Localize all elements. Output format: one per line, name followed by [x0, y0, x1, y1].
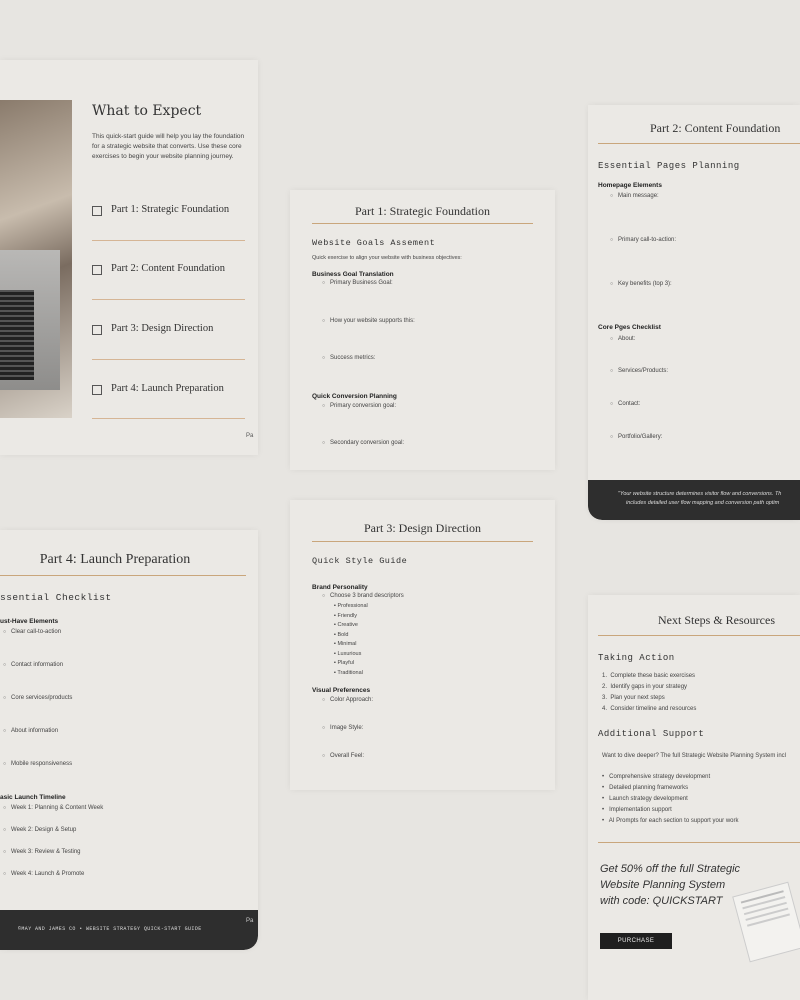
- list-item: • Launch strategy development: [602, 796, 688, 802]
- page-title: What to Expect: [92, 103, 202, 119]
- section-heading: ssential Checklist: [0, 592, 112, 603]
- quote-footer: [588, 480, 800, 520]
- page-next-steps: [588, 595, 800, 1000]
- list-item: • AI Prompts for each section to support your work: [602, 818, 739, 824]
- list-item: ○ Portfolio/Gallery:: [610, 434, 662, 440]
- document-thumbnail: [732, 882, 800, 963]
- list-item: ○ Week 2: Design & Setup: [3, 827, 76, 833]
- list-item: ○ Main message:: [610, 193, 659, 199]
- descriptor-item: ▪ Professional: [334, 603, 368, 609]
- checklist-item: Part 1: Strategic Foundation: [111, 204, 230, 215]
- divider: [92, 240, 245, 241]
- page-title: Part 1: Strategic Foundation: [355, 204, 490, 218]
- divider: [598, 842, 800, 843]
- title-rule: [0, 575, 246, 576]
- footer-text: ©MAY AND JAMES CO • WEBSITE STRATEGY QUICK-START GUIDE: [18, 926, 202, 932]
- intro-text: This quick-start guide will help you lay the foundation for a strategic website that converts. Use these core exercises to begin your website planning journey.: [92, 133, 245, 160]
- list-item: ○ Primary Business Goal:: [322, 280, 393, 286]
- list-item: 4. Consider timeline and resources: [602, 706, 697, 712]
- title-rule: [312, 223, 533, 224]
- group-title: Business Goal Translation: [312, 271, 394, 278]
- page-part-4: [0, 530, 258, 950]
- title-rule: [598, 635, 800, 636]
- page-title: Next Steps & Resources: [658, 613, 775, 627]
- list-item: 2. Identify gaps in your strategy: [602, 684, 688, 690]
- promo-line: Website Planning System: [600, 879, 726, 891]
- page-footer: [0, 910, 258, 950]
- list-item: ○ Contact:: [610, 401, 640, 407]
- list-item: • Implementation support: [602, 807, 672, 813]
- checkbox[interactable]: [92, 325, 102, 335]
- list-item: • Detailed planning frameworks: [602, 785, 689, 791]
- photo: [0, 100, 72, 418]
- page-part-1: [290, 190, 555, 470]
- list-item: ○ Contact information: [3, 662, 63, 668]
- promo-text: [600, 861, 740, 909]
- checkbox[interactable]: [92, 206, 102, 216]
- list-item: ○ Mobile responsiveness: [3, 761, 72, 767]
- list-item: ○ How your website supports this:: [322, 318, 415, 324]
- descriptor-list: [334, 602, 368, 678]
- quote-text: "Your website structure determines visitor flow and conversions. Th: [618, 491, 782, 497]
- list-item: ○ Clear call-to-action: [3, 629, 61, 635]
- list-item: ○ Choose 3 brand descriptors: [322, 593, 404, 599]
- quote-text: includes detailed user flow mapping and conversion path optim: [626, 500, 780, 506]
- group-title: asic Launch Timeline: [0, 794, 66, 801]
- section-heading: Website Goals Assement: [312, 238, 436, 248]
- page-title: Part 2: Content Foundation: [650, 121, 781, 135]
- page-part-3: [290, 500, 555, 790]
- page-part-2: [588, 105, 800, 520]
- descriptor-item: ▪ Playful: [334, 660, 354, 666]
- list-item: ○ Success metrics:: [322, 355, 375, 361]
- descriptor-item: ▪ Minimal: [334, 641, 357, 647]
- divider: [92, 299, 245, 300]
- list-item: ○ Key benefits (top 3):: [610, 281, 672, 287]
- support-intro: Want to dive deeper? The full Strategic Website Planning System incl: [602, 753, 786, 759]
- intro-text: Quick exercise to align your website with business objectives:: [312, 255, 462, 261]
- list-item: ○ Week 3: Review & Testing: [3, 849, 81, 855]
- list-item: ○ Week 4: Launch & Promote: [3, 871, 84, 877]
- purchase-button[interactable]: PURCHASE: [600, 933, 672, 949]
- group-title: Homepage Elements: [598, 182, 662, 189]
- page-label: Pa: [246, 918, 254, 924]
- descriptor-item: ▪ Friendly: [334, 612, 358, 619]
- group-title: Visual Preferences: [312, 687, 371, 694]
- group-title: Core Pges Checklist: [598, 324, 661, 331]
- support-list: [602, 772, 739, 827]
- page-what-to-expect: [0, 60, 258, 455]
- list-item: ○ Week 1: Planning & Content Week: [3, 805, 103, 811]
- list-item: ○ Secondary conversion goal:: [322, 440, 404, 446]
- list-item: • Comprehensive strategy development: [602, 774, 711, 780]
- divider: [92, 359, 245, 360]
- descriptor-item: ▪ Creative: [334, 622, 358, 628]
- descriptor-item: ▪ Bold: [334, 631, 349, 638]
- promo-line: with code: QUICKSTART: [600, 895, 723, 907]
- checklist-item: Part 4: Launch Preparation: [111, 383, 224, 394]
- title-rule: [312, 541, 533, 542]
- list-item: 1. Complete these basic exercises: [602, 673, 696, 679]
- list-item: ○ Primary call-to-action:: [610, 237, 676, 243]
- checklist-item: Part 3: Design Direction: [111, 323, 214, 334]
- page-label: Pa: [246, 433, 254, 439]
- title-rule: [598, 143, 800, 144]
- group-title: Quick Conversion Planning: [312, 393, 397, 400]
- group-title: Brand Personality: [312, 584, 368, 591]
- section-heading: Essential Pages Planning: [598, 161, 740, 171]
- list-item: ○ Services/Products:: [610, 368, 668, 374]
- list-item: 3. Plan your next steps: [602, 695, 665, 701]
- list-item: ○ About information: [3, 728, 58, 734]
- list-item: ○ Primary conversion goal:: [322, 403, 396, 409]
- list-item: ○ About:: [610, 336, 635, 342]
- list-item: ○ Core services/products: [3, 695, 72, 701]
- list-item: ○ Color Approach:: [322, 697, 373, 703]
- section-heading: Quick Style Guide: [312, 556, 408, 566]
- list-item: ○ Image Style:: [322, 725, 363, 731]
- page-title: Part 4: Launch Preparation: [39, 552, 191, 567]
- checkbox[interactable]: [92, 265, 102, 275]
- steps-list: [602, 671, 696, 715]
- list-item: ○ Overall Feel:: [322, 753, 364, 759]
- group-title: ust-Have Elements: [0, 618, 59, 625]
- divider: [92, 418, 245, 419]
- page-title: Part 3: Design Direction: [364, 521, 481, 535]
- section-heading: Taking Action: [598, 653, 675, 663]
- descriptor-item: ▪ Traditional: [334, 669, 363, 676]
- section-heading: Additional Support: [598, 729, 705, 739]
- descriptor-item: ▪ Luxurious: [334, 650, 362, 657]
- checkbox[interactable]: [92, 385, 102, 395]
- checklist-item: Part 2: Content Foundation: [111, 263, 226, 274]
- promo-line: Get 50% off the full Strategic: [600, 863, 741, 875]
